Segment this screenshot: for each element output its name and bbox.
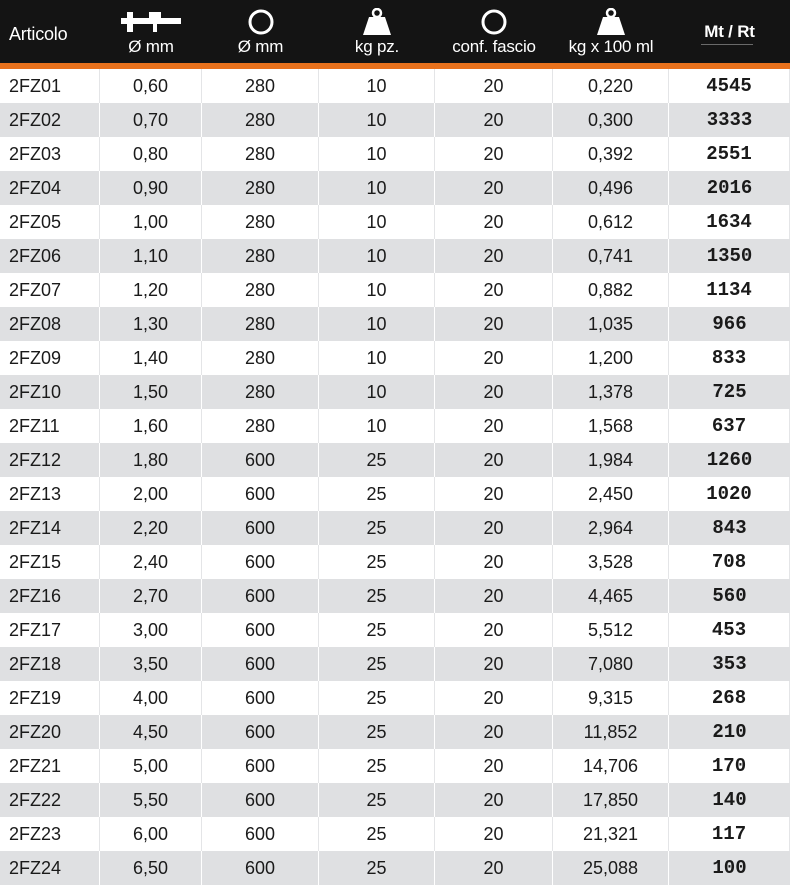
header-conf-fascio-label: conf. fascio [452,37,536,56]
conf-fascio-cell: 20 [435,307,553,341]
diametro-filo-cell: 1,50 [100,375,202,409]
diametro-filo-cell: 0,70 [100,103,202,137]
articolo-cell: 2FZ21 [0,749,100,783]
table-row [0,171,790,205]
diametro-filo-cell: 3,00 [100,613,202,647]
conf-fascio-cell: 20 [435,103,553,137]
articolo-cell: 2FZ02 [0,103,100,137]
mt-rt-cell: 725 [712,381,747,403]
peso-pezzo-cell: 25 [319,817,435,851]
mt-rt-cell: 637 [669,409,790,443]
articolo-cell: 2FZ16 [0,579,100,613]
header-diametro-rotolo-label: Ø mm [237,37,284,56]
table-row [0,579,790,613]
diametro-filo-cell: 5,50 [100,783,202,817]
table-row [0,545,790,579]
diametro-filo-cell: 3,50 [100,647,202,681]
peso-pezzo-cell: 10 [319,273,435,307]
mt-rt-cell: 140 [712,789,747,811]
peso-pezzo-cell: 10 [319,307,435,341]
peso-100ml-cell: 3,528 [553,545,669,579]
peso-100ml-cell: 0,300 [553,103,669,137]
diametro-rotolo-cell: 280 [202,137,319,171]
articolo-cell: 2FZ08 [0,307,100,341]
header-diametro-filo-label: Ø mm [128,37,174,56]
header-diametro-filo [100,0,202,63]
diametro-filo-cell: 5,00 [100,749,202,783]
peso-100ml-cell: 1,568 [553,409,669,443]
articolo-cell: 2FZ15 [0,545,100,579]
articolo-cell: 2FZ09 [0,341,100,375]
peso-100ml-cell: 14,706 [553,749,669,783]
peso-pezzo-cell: 25 [319,681,435,715]
mt-rt-cell: 1634 [669,205,790,239]
conf-fascio-cell: 20 [435,409,553,443]
mt-rt-cell: 453 [669,613,790,647]
peso-100ml-cell: 9,315 [553,681,669,715]
peso-100ml-cell: 4,465 [553,579,669,613]
conf-fascio-cell: 20 [435,783,553,817]
mt-rt-cell: 833 [669,341,790,375]
diametro-filo-cell: 1,20 [100,273,202,307]
diametro-filo-cell: 2,40 [100,545,202,579]
peso-100ml-cell: 11,852 [553,715,669,749]
conf-fascio-cell: 20 [435,511,553,545]
peso-pezzo-cell: 25 [319,783,435,817]
table-row [0,273,790,307]
mt-rt-cell: 708 [669,545,790,579]
header-peso-100ml [553,0,669,63]
diametro-rotolo-cell: 280 [202,375,319,409]
table-row [0,715,790,749]
table-row [0,511,790,545]
mt-rt-cell: 560 [712,585,747,607]
diametro-rotolo-cell: 600 [202,443,319,477]
peso-pezzo-cell: 25 [319,545,435,579]
diametro-rotolo-cell: 280 [202,273,319,307]
conf-fascio-cell: 20 [435,273,553,307]
header-articolo [0,0,100,63]
mt-rt-cell: 1020 [669,477,790,511]
articolo-cell: 2FZ11 [0,409,100,443]
articolo-cell: 2FZ24 [0,851,100,885]
peso-pezzo-cell: 25 [319,579,435,613]
header-underline [701,44,753,45]
diametro-rotolo-cell: 280 [202,171,319,205]
peso-pezzo-cell: 25 [319,613,435,647]
table-row [0,647,790,681]
diametro-rotolo-cell: 600 [202,613,319,647]
diametro-filo-cell: 1,60 [100,409,202,443]
table-header [0,0,790,69]
mt-rt-cell: 4545 [669,69,790,103]
diametro-rotolo-cell: 600 [202,749,319,783]
mt-rt-cell: 117 [669,817,790,851]
mt-rt-cell: 843 [712,517,747,539]
articolo-cell: 2FZ12 [0,443,100,477]
conf-fascio-cell: 20 [435,171,553,205]
mt-rt-cell: 210 [712,721,747,743]
table-row [0,409,790,443]
table-row [0,783,790,817]
peso-pezzo-cell: 25 [319,511,435,545]
table-row [0,103,790,137]
diametro-filo-cell: 1,40 [100,341,202,375]
peso-pezzo-cell: 25 [319,647,435,681]
peso-100ml-cell: 1,984 [553,443,669,477]
diametro-rotolo-cell: 600 [202,817,319,851]
diametro-filo-cell: 1,10 [100,239,202,273]
conf-fascio-cell: 20 [435,137,553,171]
peso-100ml-cell: 1,378 [553,375,669,409]
peso-100ml-cell: 0,882 [553,273,669,307]
diametro-rotolo-cell: 600 [202,545,319,579]
peso-100ml-cell: 21,321 [553,817,669,851]
conf-fascio-cell: 20 [435,375,553,409]
articolo-cell: 2FZ07 [0,273,100,307]
peso-100ml-cell: 0,496 [553,171,669,205]
table-row [0,137,790,171]
articolo-cell: 2FZ10 [0,375,100,409]
conf-fascio-cell: 20 [435,851,553,885]
table-row [0,749,790,783]
diametro-filo-cell: 2,70 [100,579,202,613]
articolo-cell: 2FZ17 [0,613,100,647]
articolo-cell: 2FZ14 [0,511,100,545]
diametro-filo-cell: 6,50 [100,851,202,885]
header-conf-fascio [435,0,553,63]
peso-pezzo-cell: 25 [319,443,435,477]
conf-fascio-cell: 20 [435,443,553,477]
mt-rt-cell: 353 [712,653,747,675]
peso-pezzo-cell: 10 [319,341,435,375]
table-row [0,681,790,715]
diametro-rotolo-cell: 280 [202,239,319,273]
conf-fascio-cell: 20 [435,681,553,715]
conf-fascio-cell: 20 [435,817,553,851]
header-peso-100ml-label: kg x 100 ml [568,37,654,56]
diametro-filo-cell: 6,00 [100,817,202,851]
mt-rt-cell: 1350 [706,245,753,267]
peso-pezzo-cell: 10 [319,239,435,273]
diametro-rotolo-cell: 600 [202,681,319,715]
peso-100ml-cell: 17,850 [553,783,669,817]
articolo-cell: 2FZ18 [0,647,100,681]
diametro-rotolo-cell: 280 [202,341,319,375]
conf-fascio-cell: 20 [435,749,553,783]
articolo-cell: 2FZ13 [0,477,100,511]
articolo-cell: 2FZ22 [0,783,100,817]
peso-100ml-cell: 0,612 [553,205,669,239]
diametro-filo-cell: 2,20 [100,511,202,545]
table-row [0,817,790,851]
diametro-rotolo-cell: 600 [202,579,319,613]
peso-pezzo-cell: 10 [319,171,435,205]
header-articolo-label: Articolo [9,24,68,44]
articolo-cell: 2FZ05 [0,205,100,239]
table-row [0,613,790,647]
articolo-cell: 2FZ20 [0,715,100,749]
mt-rt-cell: 2551 [669,137,790,171]
peso-pezzo-cell: 10 [319,205,435,239]
peso-pezzo-cell: 10 [319,137,435,171]
peso-pezzo-cell: 10 [319,103,435,137]
diametro-rotolo-cell: 280 [202,409,319,443]
table-row [0,341,790,375]
conf-fascio-cell: 20 [435,715,553,749]
header-diametro-rotolo [202,0,319,63]
caliper-icon [119,10,183,39]
mt-rt-cell: 170 [669,749,790,783]
diametro-filo-cell: 4,50 [100,715,202,749]
mt-rt-cell: 268 [669,681,790,715]
table-row [0,477,790,511]
diametro-rotolo-cell: 600 [202,647,319,681]
conf-fascio-cell: 20 [435,239,553,273]
mt-rt-cell: 100 [712,857,747,879]
peso-pezzo-cell: 25 [319,477,435,511]
peso-100ml-cell: 7,080 [553,647,669,681]
table-row [0,851,790,885]
conf-fascio-cell: 20 [435,545,553,579]
articolo-cell: 2FZ06 [0,239,100,273]
articolo-cell: 2FZ23 [0,817,100,851]
diametro-filo-cell: 1,00 [100,205,202,239]
diametro-rotolo-cell: 600 [202,851,319,885]
diametro-rotolo-cell: 280 [202,205,319,239]
table-row [0,307,790,341]
header-peso-pezzo-label: kg pz. [354,37,400,56]
mt-rt-cell: 966 [712,313,747,335]
table-row [0,239,790,273]
peso-pezzo-cell: 25 [319,749,435,783]
conf-fascio-cell: 20 [435,341,553,375]
conf-fascio-cell: 20 [435,205,553,239]
diametro-filo-cell: 0,80 [100,137,202,171]
diametro-rotolo-cell: 600 [202,715,319,749]
conf-fascio-cell: 20 [435,647,553,681]
conf-fascio-cell: 20 [435,69,553,103]
diametro-filo-cell: 2,00 [100,477,202,511]
conf-fascio-cell: 20 [435,613,553,647]
peso-100ml-cell: 0,741 [553,239,669,273]
mt-rt-cell: 3333 [706,109,753,131]
peso-pezzo-cell: 25 [319,715,435,749]
peso-pezzo-cell: 25 [319,851,435,885]
table-body [0,69,790,885]
mt-rt-cell: 1260 [706,449,753,471]
peso-pezzo-cell: 10 [319,375,435,409]
peso-pezzo-cell: 10 [319,409,435,443]
peso-100ml-cell: 2,450 [553,477,669,511]
diametro-filo-cell: 4,00 [100,681,202,715]
table-row [0,205,790,239]
table-row [0,375,790,409]
diametro-rotolo-cell: 280 [202,69,319,103]
diametro-rotolo-cell: 600 [202,511,319,545]
header-mt-rt-label: Mt / Rt [704,22,755,41]
diametro-rotolo-cell: 600 [202,477,319,511]
diametro-filo-cell: 0,90 [100,171,202,205]
articolo-cell: 2FZ03 [0,137,100,171]
diametro-rotolo-cell: 600 [202,783,319,817]
conf-fascio-cell: 20 [435,579,553,613]
peso-100ml-cell: 25,088 [553,851,669,885]
table-row [0,443,790,477]
peso-pezzo-cell: 10 [319,69,435,103]
peso-100ml-cell: 5,512 [553,613,669,647]
peso-100ml-cell: 1,200 [553,341,669,375]
peso-100ml-cell: 0,392 [553,137,669,171]
peso-100ml-cell: 1,035 [553,307,669,341]
peso-100ml-cell: 0,220 [553,69,669,103]
articolo-cell: 2FZ01 [0,69,100,103]
header-peso-pezzo [319,0,435,63]
diametro-filo-cell: 1,80 [100,443,202,477]
diametro-filo-cell: 0,60 [100,69,202,103]
mt-rt-cell: 2016 [706,177,753,199]
peso-100ml-cell: 2,964 [553,511,669,545]
articolo-cell: 2FZ19 [0,681,100,715]
mt-rt-cell: 1134 [669,273,790,307]
diametro-rotolo-cell: 280 [202,307,319,341]
articolo-cell: 2FZ04 [0,171,100,205]
conf-fascio-cell: 20 [435,477,553,511]
header-mt-rt [669,0,790,63]
table-row [0,69,790,103]
diametro-filo-cell: 1,30 [100,307,202,341]
diametro-rotolo-cell: 280 [202,103,319,137]
